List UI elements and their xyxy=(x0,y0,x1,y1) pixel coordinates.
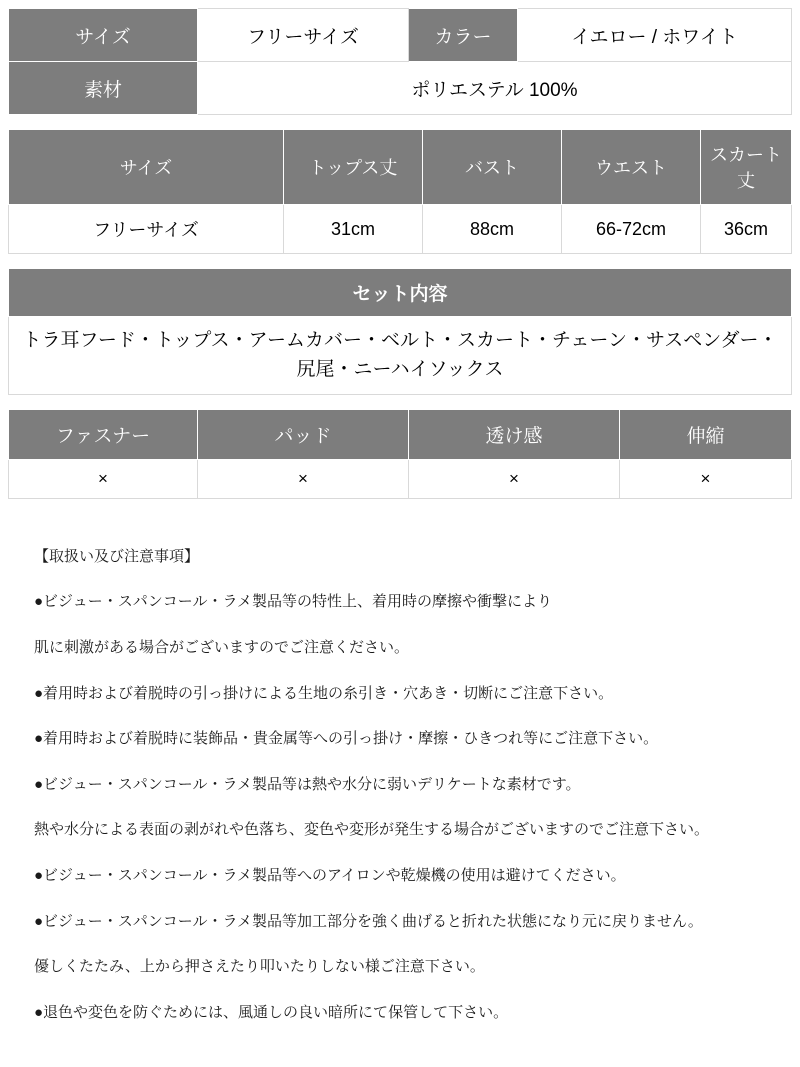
measure-header-tops: トップス丈 xyxy=(284,130,423,205)
measure-value-tops: 31cm xyxy=(284,205,423,254)
measure-header-waist: ウエスト xyxy=(562,130,701,205)
care-note-line: ●ビジュー・スパンコール・ラメ製品等の特性上、着用時の摩擦や衝撃により xyxy=(34,593,553,611)
set-contents-table xyxy=(8,268,792,395)
care-notes xyxy=(8,523,792,1047)
care-note-line: ●ビジュー・スパンコール・ラメ製品等加工部分を強く曲げると折れた状態になり元に戻りません。 xyxy=(34,912,703,930)
measure-value-size: フリーサイズ xyxy=(9,205,284,254)
measurement-table xyxy=(8,129,792,254)
table-header-row xyxy=(9,269,792,317)
basic-spec-table xyxy=(8,8,792,115)
table-row xyxy=(9,205,792,254)
care-note-line: ●着用時および着脱時に装飾品・貴金属等への引っ掛け・摩擦・ひきつれ等にご注意下さい。 xyxy=(34,730,659,748)
basic-size-label: サイズ xyxy=(9,9,198,62)
care-note-line: 熱や水分による表面の剥がれや色落ち、変色や変形が発生する場合がございますのでご注意下さい。 xyxy=(34,821,710,839)
measure-header-bust: バスト xyxy=(423,130,562,205)
table-row xyxy=(9,9,792,62)
care-note-line: ●着用時および着脱時の引っ掛けによる生地の糸引き・穴あき・切断にご注意下さい。 xyxy=(34,684,614,702)
care-note-line: ●ビジュー・スパンコール・ラメ製品等は熱や水分に弱いデリケートな素材です。 xyxy=(34,775,581,793)
care-note-line: 肌に刺激がある場合がございますのでご注意ください。 xyxy=(34,638,410,656)
set-contents-title: セット内容 xyxy=(9,269,792,317)
care-notes-title: 【取扱い及び注意事項】 xyxy=(34,547,200,565)
basic-material-label: 素材 xyxy=(9,62,198,115)
care-note-line: ●ビジュー・スパンコール・ラメ製品等へのアイロンや乾燥機の使用は避けてください。 xyxy=(34,866,626,884)
care-note-line: ●退色や変色を防ぐためには、風通しの良い暗所にて保管して下さい。 xyxy=(34,1003,509,1021)
attr-value-sheer: × xyxy=(409,460,620,499)
basic-color-label: カラー xyxy=(409,9,518,62)
attr-header-zipper: ファスナー xyxy=(9,410,198,460)
table-header-row xyxy=(9,130,792,205)
measure-value-bust: 88cm xyxy=(423,205,562,254)
care-note-line: 優しくたたみ、上から押さえたり叩いたりしない様ご注意下さい。 xyxy=(34,958,485,976)
table-row xyxy=(9,62,792,115)
table-row xyxy=(9,317,792,395)
measure-value-skirt: 36cm xyxy=(701,205,792,254)
attr-value-pad: × xyxy=(198,460,409,499)
measure-header-skirt: スカート丈 xyxy=(701,130,792,205)
attr-value-stretch: × xyxy=(620,460,792,499)
attr-header-stretch: 伸縮 xyxy=(620,410,792,460)
measure-header-size: サイズ xyxy=(9,130,284,205)
basic-size-value: フリーサイズ xyxy=(198,9,409,62)
attr-header-pad: パッド xyxy=(198,410,409,460)
table-header-row xyxy=(9,410,792,460)
basic-color-value: イエロー / ホワイト xyxy=(518,9,792,62)
attr-value-zipper: × xyxy=(9,460,198,499)
measure-value-waist: 66-72cm xyxy=(562,205,701,254)
basic-material-value: ポリエステル 100% xyxy=(198,62,792,115)
table-row xyxy=(9,460,792,499)
set-contents-value: トラ耳フード・トップス・アームカバー・ベルト・スカート・チェーン・サスペンダー・尻尾・ニーハイソックス xyxy=(9,317,792,395)
attr-header-sheer: 透け感 xyxy=(409,410,620,460)
attribute-table xyxy=(8,409,792,499)
